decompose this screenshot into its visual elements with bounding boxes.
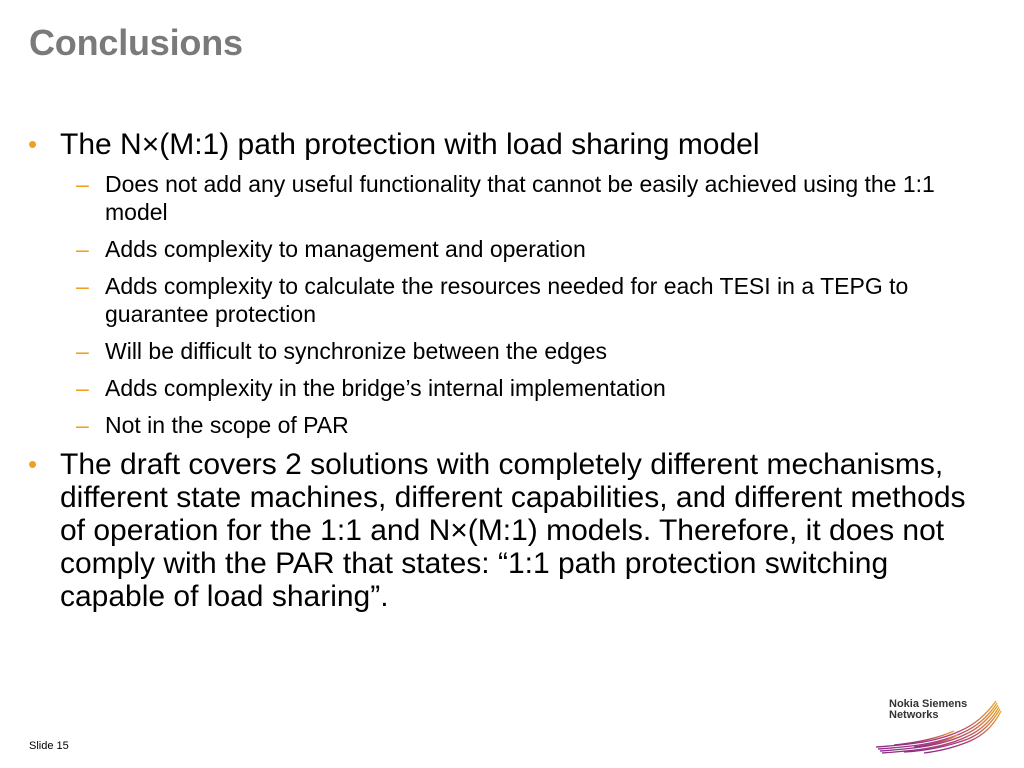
dash-icon: – [76,375,89,401]
bullet-item [28,128,998,161]
bullet-item [28,448,998,613]
sub-bullet-item [28,272,998,328]
sub-bullet-item [28,170,998,226]
nokia-siemens-networks-logo [874,695,1002,755]
bullet-text: The N×(M:1) path protection with load sharing model [60,128,760,161]
sub-bullet-list [28,170,998,439]
logo-line-2: Networks [889,709,939,721]
slide-body [28,128,998,613]
dash-icon: – [76,171,89,197]
slide-title: Conclusions [29,22,243,63]
dash-icon: – [76,236,89,262]
sub-bullet-text: Adds complexity in the bridge’s internal implementation [105,375,666,401]
sub-bullet-text: Will be difficult to synchronize between the edges [105,338,608,364]
sub-bullet-text: Adds complexity to management and operation [105,236,586,262]
dash-icon: – [76,338,89,364]
sub-bullet-item [28,411,998,439]
sub-bullet-item [28,235,998,263]
bullet-dot-icon: • [28,129,38,159]
dash-icon: – [76,412,89,438]
sub-bullet-text: Does not add any useful functionality that cannot be easily achieved using the 1:1 model [105,171,935,225]
bullet-text: The draft covers 2 solutions with completely different mechanisms, different state machines, different capabilities, and different methods of operation for the 1:1 and N×(M:1) models. Therefore, it does not comply with the PAR that states: “1:1 path protection switching capable of load sharing”. [60,448,966,613]
slide-number: Slide 15 [29,740,69,752]
dash-icon: – [76,273,89,299]
logo-text [889,699,967,721]
sub-bullet-item [28,337,998,365]
sub-bullet-text: Not in the scope of PAR [105,412,349,438]
sub-bullet-item [28,374,998,402]
bullet-dot-icon: • [28,449,38,479]
logo-line-1: Nokia Siemens [889,698,968,710]
sub-bullet-text: Adds complexity to calculate the resources needed for each TESI in a TEPG to guarantee protection [105,273,909,327]
